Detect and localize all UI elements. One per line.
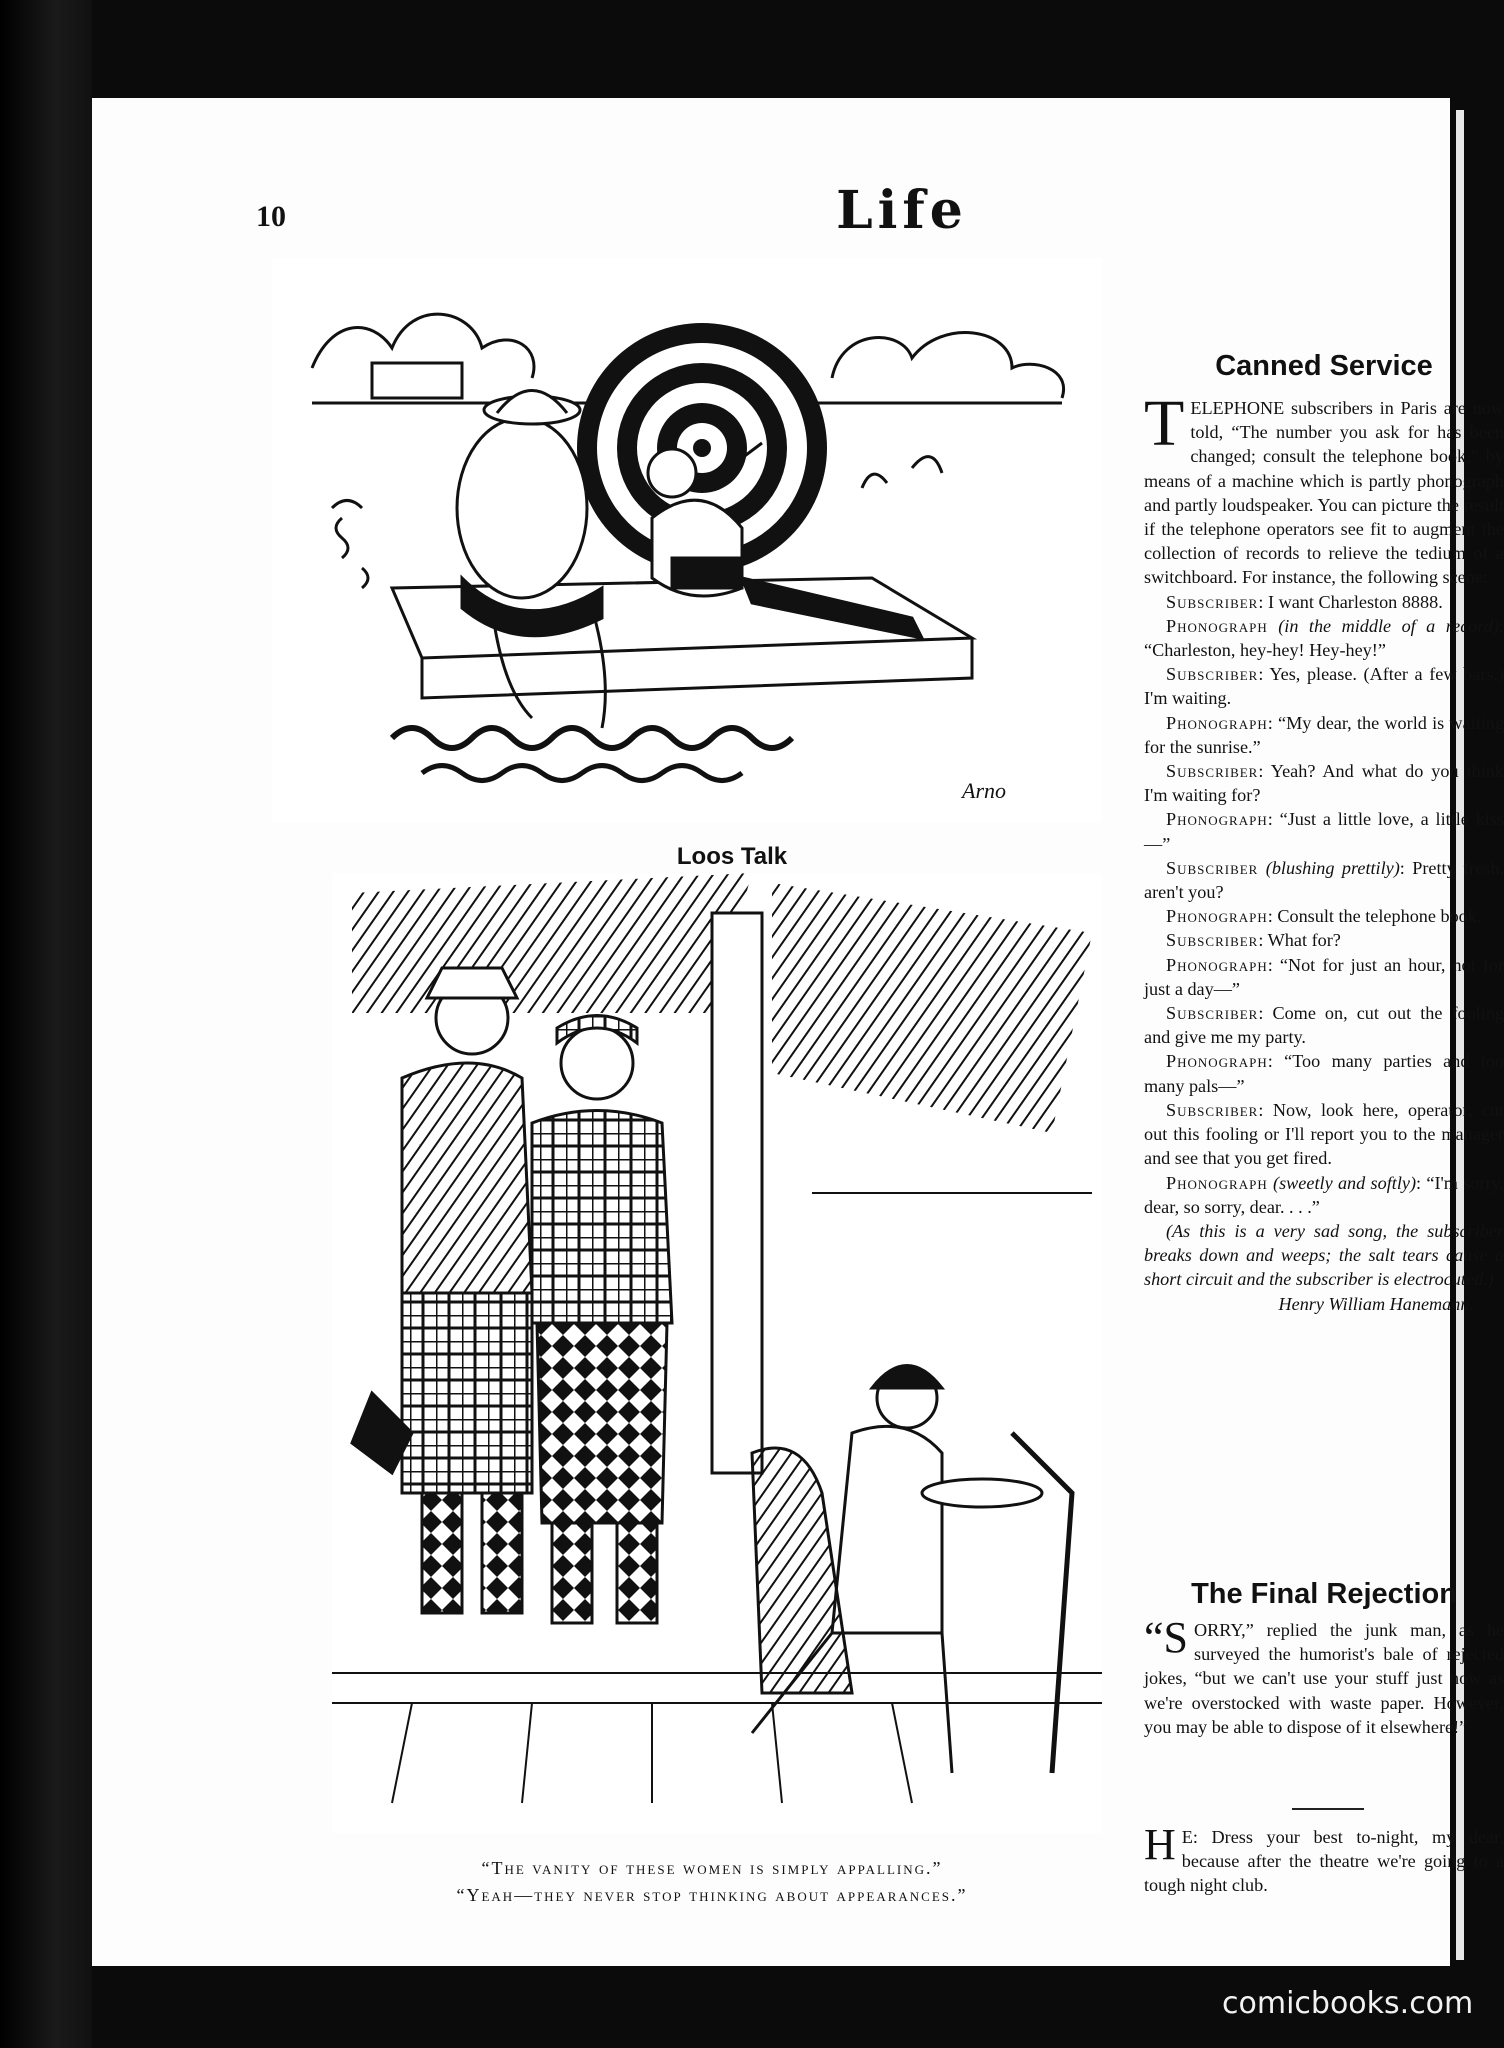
speaker-name: Subscriber [1166, 591, 1259, 612]
line-text: “Not for just an hour, not for just a day—” [1144, 954, 1504, 999]
page-number: 10 [256, 200, 286, 233]
dialogue-line: Phonograph: “My dear, the world is waiting for the sunrise.” [1144, 712, 1504, 757]
article-final-rejection [1144, 1613, 1504, 1739]
line-text: “I'm sorry, dear, so sorry, dear. . . .” [1144, 1172, 1504, 1217]
loos-talk-illustration [272, 258, 1102, 823]
joke-text [1144, 1820, 1504, 1898]
line-text: Yeah? And what do you think I'm waiting for? [1144, 761, 1504, 806]
vanity-illustration [332, 873, 1102, 1833]
speaker-name: Phonograph [1166, 954, 1268, 975]
article-title-canned-service: Canned Service [1215, 350, 1433, 382]
woman-dress [832, 1426, 942, 1633]
dialogue-line: Phonograph: Consult the telephone book. [1166, 906, 1482, 927]
speaker-name: Phonograph [1166, 906, 1268, 927]
dialogue-lines [1144, 590, 1504, 1219]
magazine-page [92, 98, 1504, 1966]
pillar [712, 913, 762, 1473]
artist-signature-arno: Arno [962, 778, 1006, 803]
stage-direction: (sweetly and softly) [1273, 1172, 1417, 1193]
masthead: Life [836, 180, 968, 241]
joke-text [1144, 1613, 1504, 1739]
drop-cap: H [1144, 1820, 1176, 1869]
stage-direction: (in the middle of a record) [1278, 615, 1499, 636]
man2-head [561, 1027, 633, 1099]
speaker-name: Phonograph [1166, 1051, 1268, 1072]
intro-text: ELEPHONE subscribers in Paris are now told, “The number you ask for has been changed; consult the telephone book,” by means of a machine which is partly phonograph and partly loudspeaker. You can picture the result if the telephone operators see fit to augment the collection of records to relieve the tedium of a switchboard. For instance, the following scene: [1144, 398, 1504, 588]
line-text: I want Charleston 8888. [1267, 591, 1443, 612]
awning-left [352, 873, 752, 1013]
line-text: Yes, please. (After a few bars.) I'm waiting. [1144, 664, 1504, 709]
speaker-name: Subscriber [1166, 761, 1259, 782]
dialogue-line: Subscriber: Yeah? And what do you think I'm waiting for? [1144, 761, 1504, 806]
section-divider [1292, 1808, 1364, 1810]
line-text: “Too many parties and too many pals—” [1144, 1051, 1504, 1096]
table [922, 1479, 1042, 1507]
article-title-final-rejection: The Final Rejection [1191, 1578, 1457, 1610]
dialogue-line: Phonograph: “Too many parties and too many pals—” [1144, 1051, 1504, 1096]
caption-line: “Yeah—they never stop thinking about appearances.” [456, 1885, 968, 1905]
scan-left-border [0, 0, 92, 2048]
cartoon-title-loos-talk: Loos Talk [676, 843, 788, 870]
line-text: Now, look here, operator, cut out this fooling or I'll report you to the manager and see that you get fired. [1144, 1099, 1504, 1169]
cartoon-vanity [332, 873, 1102, 1833]
speaker-name: Phonograph [1166, 615, 1268, 636]
man2-knickers [537, 1323, 667, 1523]
line-text: Consult the telephone book. [1277, 906, 1482, 927]
line-text: “My dear, the world is waiting for the sunrise.” [1144, 712, 1504, 757]
line-text: “Just a little love, a little kiss—” [1144, 809, 1504, 854]
speaker-name: Phonograph [1166, 712, 1268, 733]
speaker-name: Subscriber [1166, 1003, 1259, 1024]
cartoon-loos-talk [272, 258, 1102, 823]
dialogue-line: Subscriber: What for? [1166, 930, 1341, 951]
closing-note: (As this is a very sad song, the subscriber breaks down and weeps; the salt tears cause a short circuit and the subscriber is electrocuted.) [1144, 1220, 1504, 1290]
dialogue-line: Phonograph (in the middle of a record): “Charleston, hey-hey! Hey-hey!” [1144, 615, 1504, 661]
drop-cap: “S [1144, 1613, 1188, 1662]
awning-right [772, 883, 1092, 1133]
stage-direction: (blushing prettily) [1265, 857, 1400, 878]
dialogue-line: Subscriber (blushing prettily): Pretty fresh, aren't you? [1144, 857, 1504, 903]
dialogue-line: Phonograph: “Just a little love, a little kiss—” [1144, 809, 1504, 854]
man1-jacket [402, 1063, 532, 1293]
watermark: comicbooks.com [1222, 1986, 1474, 2021]
dialogue-line: Subscriber: Yes, please. (After a few bars.) I'm waiting. [1144, 664, 1504, 709]
man1-knickers [402, 1293, 532, 1493]
joke-body: E: Dress your best to-night, my dear, because after the theatre we're going to a tough night club. [1144, 1827, 1504, 1896]
dialogue-line: Subscriber: I want Charleston 8888. [1166, 591, 1443, 612]
speaker-name: Subscriber [1166, 930, 1259, 951]
line-text: “Charleston, hey-hey! Hey-hey!” [1144, 640, 1386, 661]
article-canned-service [1144, 387, 1504, 1316]
speaker-name: Phonograph [1166, 1172, 1268, 1193]
cartoon-caption-2 [272, 1855, 1152, 1909]
speaker-name: Subscriber [1166, 1099, 1259, 1120]
speaker-name: Phonograph [1166, 809, 1268, 830]
dialogue-line: Subscriber: Come on, cut out the fooling and give me my party. [1144, 1003, 1504, 1048]
line-text: Come on, cut out the fooling and give me my party. [1144, 1003, 1504, 1048]
drop-cap: T [1144, 387, 1185, 460]
caption-line: “The vanity of these women is simply appalling.” [481, 1858, 943, 1878]
distant-building [372, 363, 462, 398]
line-text: Pretty fresh, aren't you? [1144, 857, 1504, 903]
dialogue-line: Subscriber: Now, look here, operator, cut out this fooling or I'll report you to the manager and see that you get fired. [1144, 1099, 1504, 1169]
author-signature: Henry William Hanemann. [1278, 1293, 1474, 1314]
article-intro [1144, 387, 1504, 590]
dialogue-line: Phonograph: “Not for just an hour, not for just a day—” [1144, 954, 1504, 999]
man-torso [457, 418, 587, 598]
man2-jacket [532, 1111, 672, 1324]
article-he-joke [1144, 1820, 1504, 1898]
cloud-right [832, 333, 1064, 398]
dialogue-line: Phonograph (sweetly and softly): “I'm sorry, dear, so sorry, dear. . . .” [1144, 1172, 1504, 1217]
tree-cloud-left [312, 314, 534, 378]
line-text: What for? [1267, 930, 1341, 951]
joke-body: ORRY,” replied the junk man, as he surveyed the humorist's bale of rejected jokes, “but we can't use your stuff just now as we're overstocked with waste paper. However, you may be able to dispose of it elsewhere!” [1144, 1620, 1504, 1737]
speaker-name: Subscriber [1166, 664, 1259, 685]
speaker-name: Subscriber [1166, 857, 1259, 878]
